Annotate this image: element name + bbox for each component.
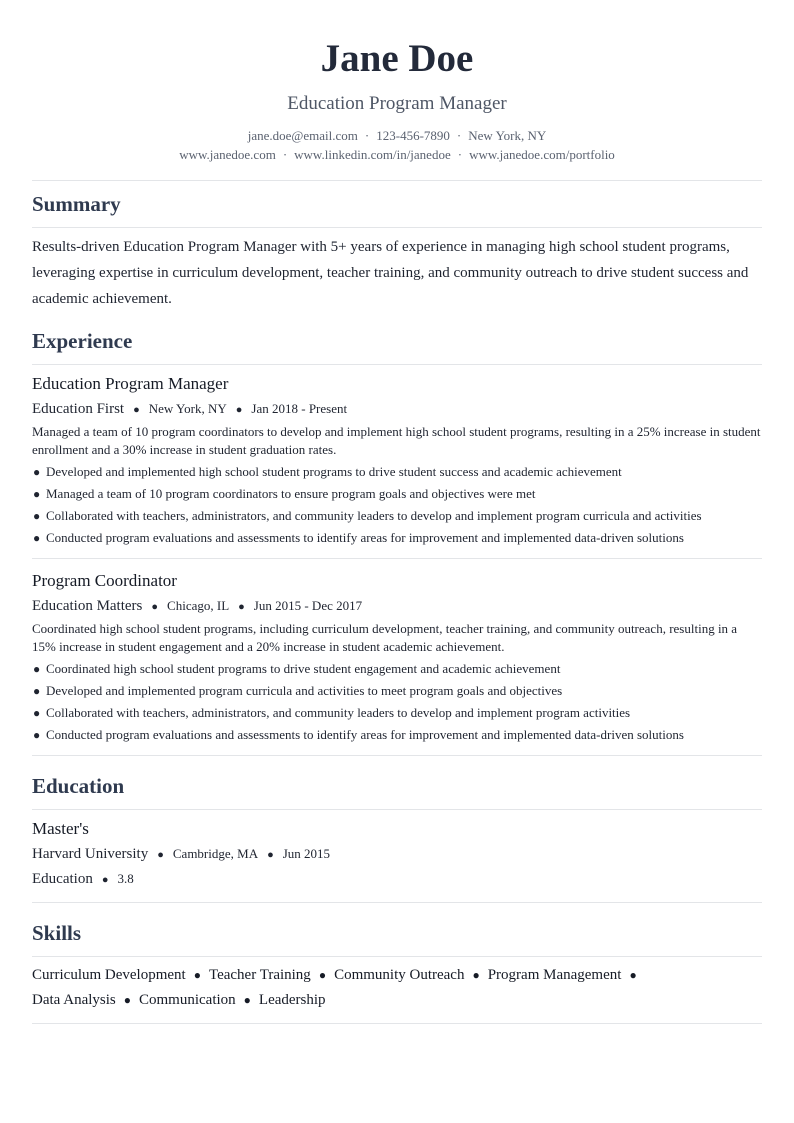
candidate-name: Jane Doe xyxy=(320,37,474,80)
job-meta xyxy=(32,596,762,617)
education-entry xyxy=(32,818,762,890)
skills-list xyxy=(32,963,762,1013)
education-field-row xyxy=(32,869,762,890)
list-item xyxy=(32,529,762,547)
contact-row-primary xyxy=(32,126,762,145)
school-location: Cambridge, MA xyxy=(172,846,259,861)
website-link[interactable]: www.janedoe.com xyxy=(179,147,276,162)
list-item xyxy=(32,507,762,525)
bullet-text: Collaborated with teachers, administrators, and community leaders to develop and implement program activities xyxy=(46,705,631,720)
job-meta xyxy=(32,399,762,420)
bullet-icon: ● xyxy=(33,487,41,501)
job-description: Managed a team of 10 program coordinators to develop and implement high school student programs, resulting in a 25% increase in student enrollment and a 30% increase in student graduation rates. xyxy=(32,424,761,457)
list-item xyxy=(32,463,762,481)
job-title: Education Program Manager xyxy=(32,374,229,393)
skill-item: Leadership xyxy=(258,992,326,1008)
email-link[interactable]: jane.doe@email.com xyxy=(247,128,358,143)
contact-separator: · xyxy=(282,147,288,162)
list-item xyxy=(32,682,762,700)
contact-separator: · xyxy=(456,128,462,143)
skill-item: Community Outreach xyxy=(334,967,465,983)
job-description: Coordinated high school student programs, including curriculum development, teacher training, and community outreach, resulting in a 15% increase in student engagement and a 20% increase in student academic achievement. xyxy=(32,621,738,654)
job-location: New York, NY xyxy=(148,401,227,416)
bullet-text: Developed and implemented high school student programs to drive student success and academic achievement xyxy=(46,464,622,479)
skill-item: Curriculum Development xyxy=(32,967,186,983)
list-item xyxy=(32,485,762,503)
bullet-dot-icon: ● xyxy=(101,874,109,886)
divider xyxy=(32,1023,762,1024)
bullet-icon: ● xyxy=(33,509,41,523)
bullet-dot-icon: ● xyxy=(629,968,637,982)
skill-item: Data Analysis xyxy=(32,992,116,1008)
bullet-dot-icon: ● xyxy=(123,993,131,1007)
school-name: Harvard University xyxy=(32,846,149,862)
experience-entry xyxy=(32,373,762,547)
degree-title: Master's xyxy=(32,819,89,838)
divider xyxy=(32,956,762,957)
divider xyxy=(32,364,762,365)
divider xyxy=(32,755,762,756)
bullet-icon: ● xyxy=(33,684,41,698)
job-dates: Jun 2015 - Dec 2017 xyxy=(253,598,363,613)
graduation-date: Jun 2015 xyxy=(282,846,331,861)
resume-page xyxy=(32,0,762,1024)
bullet-dot-icon: ● xyxy=(151,601,159,613)
linkedin-link[interactable]: www.linkedin.com/in/janedoe xyxy=(294,147,451,162)
job-dates: Jan 2018 - Present xyxy=(251,401,348,416)
experience-heading: Experience xyxy=(32,329,133,353)
skill-item: Program Management xyxy=(487,967,622,983)
candidate-headline: Education Program Manager xyxy=(287,93,507,114)
bullet-dot-icon: ● xyxy=(157,849,164,861)
skill-item: Teacher Training xyxy=(208,967,311,983)
bullet-dot-icon: ● xyxy=(238,601,245,613)
contact-separator: · xyxy=(364,128,370,143)
gpa-value: 3.8 xyxy=(117,871,134,886)
list-item xyxy=(32,726,762,744)
bullet-dot-icon: ● xyxy=(243,993,251,1007)
bullet-text: Conducted program evaluations and assessments to identify areas for improvement and implemented data-driven solutions xyxy=(46,727,684,742)
company-name: Education Matters xyxy=(32,598,143,614)
contact-row-links xyxy=(32,145,762,164)
education-heading: Education xyxy=(32,774,125,798)
portfolio-link[interactable]: www.janedoe.com/portfolio xyxy=(469,147,615,162)
contact-separator: · xyxy=(457,147,463,162)
summary-heading: Summary xyxy=(32,192,121,216)
job-location: Chicago, IL xyxy=(167,598,230,613)
company-name: Education First xyxy=(32,401,125,417)
skills-heading: Skills xyxy=(32,921,82,945)
divider xyxy=(32,809,762,810)
location-text: New York, NY xyxy=(468,128,547,143)
divider xyxy=(32,902,762,903)
bullet-text: Developed and implemented program curricula and activities to meet program goals and objectives xyxy=(46,683,563,698)
job-title: Program Coordinator xyxy=(32,571,177,590)
divider xyxy=(32,227,762,228)
summary-text: Results-driven Education Program Manager with 5+ years of experience in managing high school student programs, leveraging expertise in curriculum development, teacher training, and community outreach to drive student success and academic achievement. xyxy=(32,239,749,307)
bullet-icon: ● xyxy=(33,531,41,545)
divider xyxy=(32,180,762,181)
bullet-dot-icon: ● xyxy=(133,404,140,416)
bullet-icon: ● xyxy=(33,728,41,742)
bullet-dot-icon: ● xyxy=(193,968,201,982)
bullet-icon: ● xyxy=(33,706,41,720)
skill-item: Communication xyxy=(139,992,236,1008)
education-meta xyxy=(32,844,762,865)
bullet-dot-icon: ● xyxy=(235,404,243,416)
divider xyxy=(32,558,762,559)
bullet-text: Collaborated with teachers, administrators, and community leaders to develop and implement program curricula and activities xyxy=(46,508,702,523)
job-bullet-list xyxy=(32,463,762,547)
experience-entry xyxy=(32,570,762,744)
job-bullet-list xyxy=(32,660,762,744)
bullet-text: Managed a team of 10 program coordinators to ensure program goals and objectives were met xyxy=(46,486,536,501)
list-item xyxy=(32,660,762,678)
field-of-study: Education xyxy=(32,871,93,887)
phone-number: 123-456-7890 xyxy=(376,128,450,143)
bullet-icon: ● xyxy=(33,465,41,479)
bullet-text: Coordinated high school student programs to drive student engagement and academic achievement xyxy=(46,661,561,676)
bullet-icon: ● xyxy=(33,662,41,676)
bullet-dot-icon: ● xyxy=(318,968,327,982)
bullet-dot-icon: ● xyxy=(267,849,274,861)
list-item xyxy=(32,704,762,722)
bullet-text: Conducted program evaluations and assessments to identify areas for improvement and implemented data-driven solutions xyxy=(46,530,684,545)
bullet-dot-icon: ● xyxy=(472,968,480,982)
